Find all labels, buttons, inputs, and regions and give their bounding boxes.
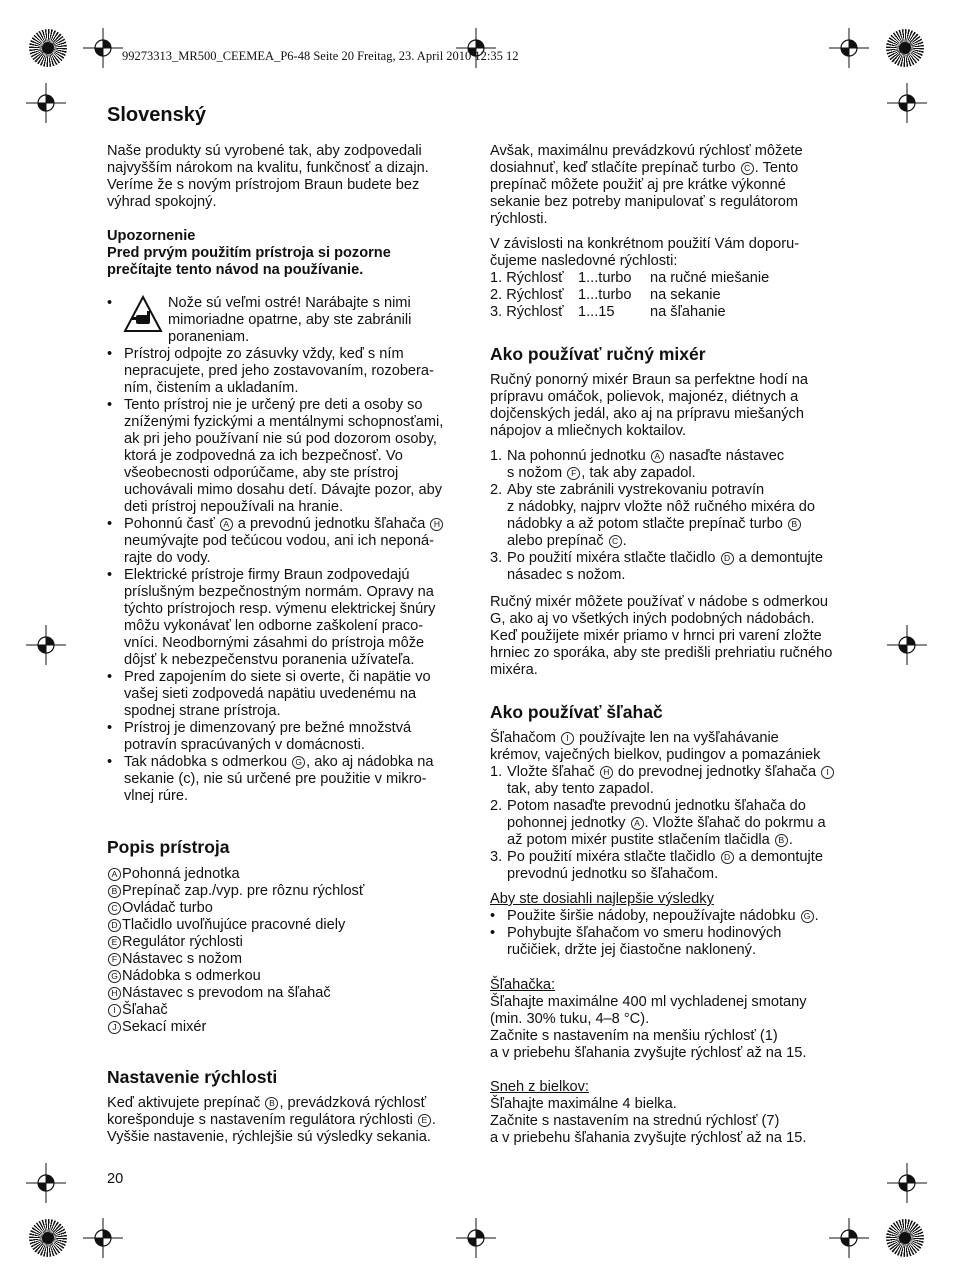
- body-line: Šľahajte maximálne 400 ml vychladenej smotany: [490, 994, 807, 1010]
- print-header: 99273313_MR500_CEEMEA_P6-48 Seite 20 Freitag, 23. April 2010 12:35 12: [122, 49, 519, 63]
- body-line: Avšak, maximálnu prevádzkovú rýchlosť môžete: [490, 143, 803, 159]
- bullet-line: môžu vykonávať len odborne zaškolení praco-: [124, 618, 424, 634]
- description-text: Sekací mixér: [122, 1019, 207, 1035]
- circled-letter: B: [108, 885, 121, 898]
- bullet-line: • Pohonnú časť A a prevodnú jednotku šľahača H: [107, 516, 467, 533]
- page-number: 20: [107, 1171, 124, 1187]
- page-title: Slovenský: [107, 104, 206, 126]
- step-line: tak, aby tento zapadol.: [507, 781, 654, 797]
- egg-label: Sneh z bielkov:: [490, 1079, 589, 1095]
- circled-letter: C: [108, 902, 121, 915]
- starburst-mark-icon: [29, 1219, 67, 1257]
- warning-label: Upozornenie: [107, 228, 196, 244]
- speed-row: 3. Rýchlosť 1...15 na šľahanie: [490, 304, 726, 320]
- bullet-line: deti prístroj nepoužívali na hranie.: [124, 499, 344, 515]
- registration-mark-icon: [829, 1218, 869, 1258]
- description-text: Regulátor rýchlosti: [122, 934, 243, 950]
- body-line: G, ako aj vo všetkých iných podobných nádobách.: [490, 611, 815, 627]
- circled-letter: G: [801, 910, 814, 923]
- description-text: Šľahač: [122, 1002, 168, 1018]
- body-line: Šľahajte maximálne 4 bielka.: [490, 1096, 677, 1112]
- registration-mark-icon: [887, 1163, 927, 1203]
- speed-line: Vyššie nastavenie, rýchlejšie sú výsledky sekania.: [107, 1129, 431, 1145]
- body-line: mixéra.: [490, 662, 538, 678]
- intro-line: Veríme že s novým prístrojom Braun budete bez: [107, 177, 420, 193]
- registration-mark-icon: [26, 625, 66, 665]
- speed-heading: Nastavenie rýchlosti: [107, 1067, 278, 1087]
- circled-letter: I: [108, 1004, 121, 1017]
- description-item: [107, 934, 467, 951]
- circled-letter: D: [108, 919, 121, 932]
- intro-line: výhrad spokojný.: [107, 194, 217, 210]
- description-text: Nástavec s prevodom na šľahač: [122, 985, 331, 1001]
- starburst-mark-icon: [886, 1219, 924, 1257]
- step-line: 1. Vložte šľahač H do prevodnej jednotky šľahača I: [490, 764, 850, 781]
- step-line: pohonnej jednotky A . Vložte šľahač do pokrmu a: [507, 815, 826, 831]
- circled-letter: A: [631, 817, 644, 830]
- circled-letter: E: [108, 936, 121, 949]
- circled-letter: A: [220, 518, 233, 531]
- step-line: 1. Na pohonnú jednotku A nasaďte nástavec: [490, 448, 785, 464]
- body-line: Začnite s nastavením na menšiu rýchlosť (1): [490, 1028, 778, 1044]
- bullet-line: príslušným bezpečnostným normám. Opravy na: [124, 584, 434, 600]
- intro-line: najvyšším nárokom na kvalitu, funkčnosť a dizajn.: [107, 160, 429, 176]
- intro-line: Naše produkty sú vyrobené tak, aby zodpovedali: [107, 143, 422, 159]
- bullet-line: všeobecnosti odporúčame, aby ste prístroj: [124, 465, 399, 481]
- hand-mixer-heading: Ako používať ručný mixér: [490, 344, 706, 364]
- bullet-line: vašej sieti zodpovedá napätiu uvedenému na: [124, 686, 417, 702]
- circled-letter: B: [775, 834, 788, 847]
- circled-letter: H: [430, 518, 443, 531]
- cream-label: Šľahačka:: [490, 977, 556, 993]
- registration-mark-icon: [456, 1218, 496, 1258]
- circled-letter: E: [418, 1114, 431, 1127]
- circled-letter: H: [600, 766, 613, 779]
- speed-line: Keď aktivujete prepínač B , prevádzková rýchlosť: [107, 1095, 427, 1111]
- circled-letter: C: [741, 162, 754, 175]
- circled-letter: B: [265, 1097, 278, 1110]
- description-heading: Popis prístroja: [107, 837, 230, 857]
- circled-letter: F: [108, 953, 121, 966]
- circled-letter: J: [108, 1021, 121, 1034]
- starburst-mark-icon: [29, 29, 67, 67]
- circled-letter: A: [651, 450, 664, 463]
- description-text: Nástavec s nožom: [122, 951, 243, 967]
- speed-line: korešponduje s nastavením regulátora rýchlosti E .: [107, 1112, 436, 1128]
- body-line: krémov, vaječných bielkov, pudingov a pomazániek: [490, 747, 821, 763]
- body-line: dojčenských jedál, ako aj na prípravu miešaných: [490, 406, 804, 422]
- description-text: Pohonná jednotka: [122, 866, 240, 882]
- body-line: prepínač môžete použiť aj pre krátke výkonné: [490, 177, 786, 193]
- body-line: V závislosti na konkrétnom použití Vám doporu-: [490, 236, 800, 252]
- whisk-heading: Ako používať šľahač: [490, 702, 663, 722]
- bullet-line: potravín spracúvaných v domácnosti.: [124, 737, 365, 753]
- circled-letter: D: [721, 552, 734, 565]
- starburst-mark-icon: [886, 29, 924, 67]
- description-text: Prepínač zap./vyp. pre rôznu rýchlosť: [122, 883, 365, 899]
- tip-line: • Pohybujte šľahačom vo smeru hodinových: [490, 925, 782, 941]
- speed-row: 2. Rýchlosť 1...turbo na sekanie: [490, 287, 721, 303]
- body-line: Začnite s nastavením na strednú rýchlosť (7): [490, 1113, 780, 1129]
- body-line: Šľahačom I používajte len na vyšľahávanie: [490, 730, 779, 746]
- bullet-line: zníženými fyzickými a mentálnymi schopnosťami,: [124, 414, 444, 430]
- description-item: [107, 1002, 467, 1019]
- step-line: nádobky a až potom stlačte prepínač turbo B: [490, 516, 850, 533]
- description-text: Tlačidlo uvoľňujúce pracovné diely: [122, 917, 346, 933]
- step-line: násadec s nožom.: [507, 567, 626, 583]
- body-line: a v priebehu šľahania zvyšujte rýchlosť až na 15.: [490, 1045, 807, 1061]
- description-item: [107, 883, 467, 900]
- warning-line: prečítajte tento návod na používanie.: [107, 262, 364, 278]
- circled-letter: B: [788, 518, 801, 531]
- bullet-line: • Prístroj je dimenzovaný pre bežné množstvá: [107, 720, 412, 736]
- description-item: [107, 968, 467, 985]
- description-item: [107, 985, 467, 1002]
- tips-heading: Aby ste dosiahli najlepšie výsledky: [490, 891, 714, 907]
- description-item: [107, 917, 467, 934]
- bullet-line: sekanie (c), nie sú určené pre použitie v mikro-: [124, 771, 427, 787]
- bullet-line: neumývajte pod tečúcou vodou, ani ich neponá-: [124, 533, 434, 549]
- body-line: Ručný ponorný mixér Braun sa perfektne hodí na: [490, 372, 808, 388]
- body-line: čujeme nasledovné rýchlosti:: [490, 253, 678, 269]
- description-text: Nádobka s odmerkou: [122, 968, 261, 984]
- bullet-line: týchto prístrojoch resp. výmenu elektrickej šnúry: [124, 601, 436, 617]
- tip-line: ručičiek, držte jej čiastočne naklonený.: [507, 942, 757, 958]
- registration-mark-icon: [887, 625, 927, 665]
- registration-mark-icon: [26, 1163, 66, 1203]
- bullet-line: dôjsť k nebezpečenstvu poranenia užívateľa.: [124, 652, 415, 668]
- bullet-line: uchovávali mimo dosahu detí. Dávajte pozor, aby: [124, 482, 442, 498]
- bullet-line: • Tak nádobka s odmerkou G , ako aj nádobka na: [107, 754, 434, 770]
- circled-letter: D: [721, 851, 734, 864]
- bullet-line: • Tento prístroj nie je určený pre deti a osoby so: [107, 397, 423, 413]
- body-line: nápojov a mliečnych koktailov.: [490, 423, 687, 439]
- circled-letter: H: [108, 987, 121, 1000]
- bullet-line: • Elektrické prístroje firmy Braun zodpovedajú: [107, 567, 410, 583]
- circled-letter: G: [292, 756, 305, 769]
- step-line: 3. Po použití mixéra stlačte tlačidlo D a demontujte: [490, 550, 823, 566]
- body-line: sekanie bez potreby manipulovať s regulátorom: [490, 194, 799, 210]
- registration-mark-icon: [83, 1218, 123, 1258]
- body-line: (min. 30% tuku, 4–8 °C).: [490, 1011, 650, 1027]
- bullet-line: • Prístroj odpojte zo zásuvky vždy, keď s ním: [107, 346, 404, 362]
- bullet-line: ak pri jeho používaní nie sú pod dozorom osoby,: [124, 431, 437, 447]
- circled-letter: F: [567, 467, 580, 480]
- bullet-line: poraneniam.: [168, 329, 250, 345]
- bullet-line: mimoriadne opatrne, aby ste zabránili: [168, 312, 412, 328]
- description-item: [107, 866, 467, 883]
- step-line: 2. Potom nasaďte prevodnú jednotku šľahača do: [490, 798, 806, 814]
- circled-letter: G: [108, 970, 121, 983]
- registration-mark-icon: [887, 83, 927, 123]
- step-line: z nádobky, najprv vložte nôž ručného mixéra do: [507, 499, 815, 515]
- warning-line: Pred prvým použitím prístroja si pozorne: [107, 245, 391, 261]
- registration-mark-icon: [26, 83, 66, 123]
- circled-letter: A: [108, 868, 121, 881]
- step-line: prevodnú jednotku so šľahačom.: [507, 866, 719, 882]
- bullet-line: rajte do vody.: [124, 550, 211, 566]
- bullet-line: • Pred zapojením do siete si overte, či napätie vo: [107, 669, 431, 685]
- bullet-line: nepracujete, pred jeho zostavovaním, rozobera-: [124, 363, 434, 379]
- tip-line: • Použite širšie nádoby, nepoužívajte nádobku G .: [490, 908, 819, 924]
- step-line: alebo prepínač C .: [507, 533, 627, 549]
- body-line: prípravu omáčok, polievok, majonéz, diétnych a: [490, 389, 799, 405]
- bullet-line: ním, čistením a ukladaním.: [124, 380, 299, 396]
- bullet-line: vníci. Neodbornými zásahmi do prístroja môže: [124, 635, 425, 651]
- step-line: 3. Po použití mixéra stlačte tlačidlo D a demontujte: [490, 849, 823, 865]
- description-item: [107, 1019, 467, 1036]
- body-line: rýchlosti.: [490, 211, 548, 227]
- description-text: Ovládač turbo: [122, 900, 213, 916]
- circled-letter: I: [561, 732, 574, 745]
- registration-mark-icon: [83, 28, 123, 68]
- circled-letter: I: [821, 766, 834, 779]
- registration-mark-icon: [829, 28, 869, 68]
- bullet-line: spodnej strane prístroja.: [124, 703, 281, 719]
- bullet-line: ktorá je zodpovedná za ich bezpečnosť. Vo: [124, 448, 403, 464]
- body-line: hrniec zo sporáka, aby ste predišli prehriatiu ručného: [490, 645, 833, 661]
- description-item: [107, 951, 467, 968]
- body-line: Ručný mixér môžete používať v nádobe s odmerkou: [490, 594, 829, 610]
- step-line: 2. Aby ste zabránili vystrekovaniu potravín: [490, 482, 765, 498]
- step-line: až potom mixér pustite stlačením tlačidla B .: [507, 832, 793, 848]
- circled-letter: C: [609, 535, 622, 548]
- step-line: s nožom F , tak aby zapadol.: [507, 465, 696, 481]
- speed-row: 1. Rýchlosť 1...turbo na ručné miešanie: [490, 270, 770, 286]
- description-item: [107, 900, 467, 917]
- body-line: a v priebehu šľahania zvyšujte rýchlosť až na 15.: [490, 1130, 807, 1146]
- body-line: Keď použijete mixér priamo v hrnci pri varení zložte: [490, 628, 822, 644]
- bullet-line: vlnej rúre.: [124, 788, 189, 804]
- bullet-line: Nože sú veľmi ostré! Narábajte s nimi: [168, 295, 411, 311]
- body-line: dosiahnuť, keď stlačíte prepínač turbo C . Tento: [490, 160, 799, 176]
